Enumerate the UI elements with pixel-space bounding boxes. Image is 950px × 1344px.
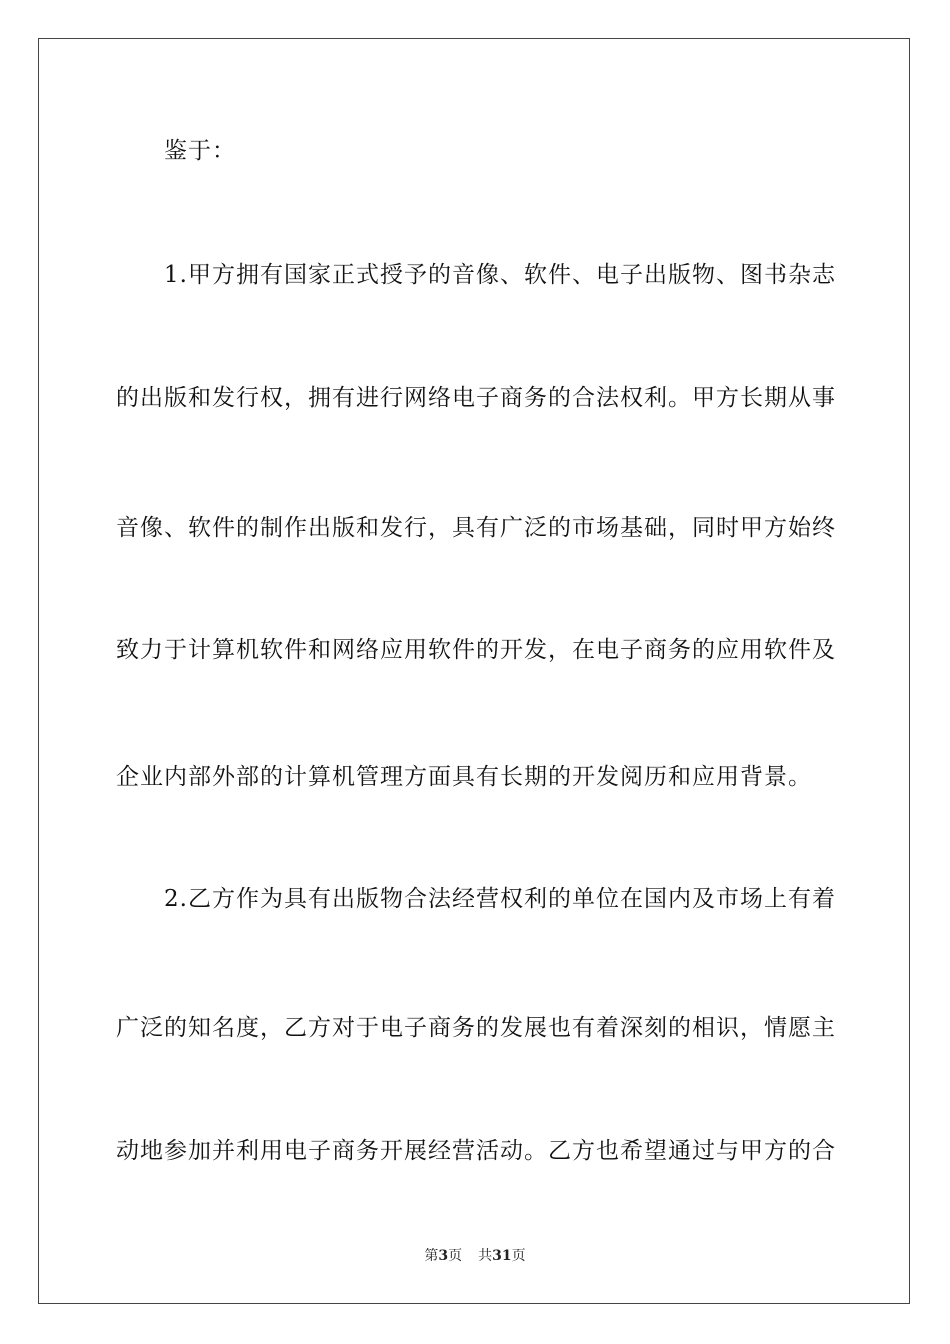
paragraph-line: 的出版和发行权，拥有进行网络电子商务的合法权利。甲方长期从事 [116, 385, 836, 411]
page-footer [0, 1247, 950, 1265]
page-border [38, 38, 910, 1304]
heading-text: 鉴于： [164, 138, 236, 164]
paragraph-line: 动地参加并利用电子商务开展经营活动。乙方也希望通过与甲方的合 [116, 1138, 836, 1164]
paragraph-line: 广泛的知名度，乙方对于电子商务的发展也有着深刻的相识，情愿主 [116, 1015, 836, 1041]
paragraph-line: 音像、软件的制作出版和发行，具有广泛的市场基础，同时甲方始终 [116, 515, 836, 541]
paragraph-line: 企业内部外部的计算机管理方面具有长期的开发阅历和应用背景。 [116, 764, 812, 790]
footer-total-pages: 31 [492, 1248, 512, 1264]
paragraph-line: 2.乙方作为具有出版物合法经营权利的单位在国内及市场上有着 [164, 886, 836, 912]
footer-total-prefix: 共 [478, 1248, 493, 1264]
paragraph-line: 致力于计算机软件和网络应用软件的开发，在电子商务的应用软件及 [116, 637, 836, 663]
paragraph-line: 1.甲方拥有国家正式授予的音像、软件、电子出版物、图书杂志 [164, 262, 836, 288]
footer-page-prefix: 第 [424, 1248, 439, 1264]
footer-page-number: 3 [438, 1248, 449, 1264]
footer-total-suffix: 页 [511, 1248, 526, 1264]
footer-page-suffix: 页 [448, 1248, 463, 1264]
